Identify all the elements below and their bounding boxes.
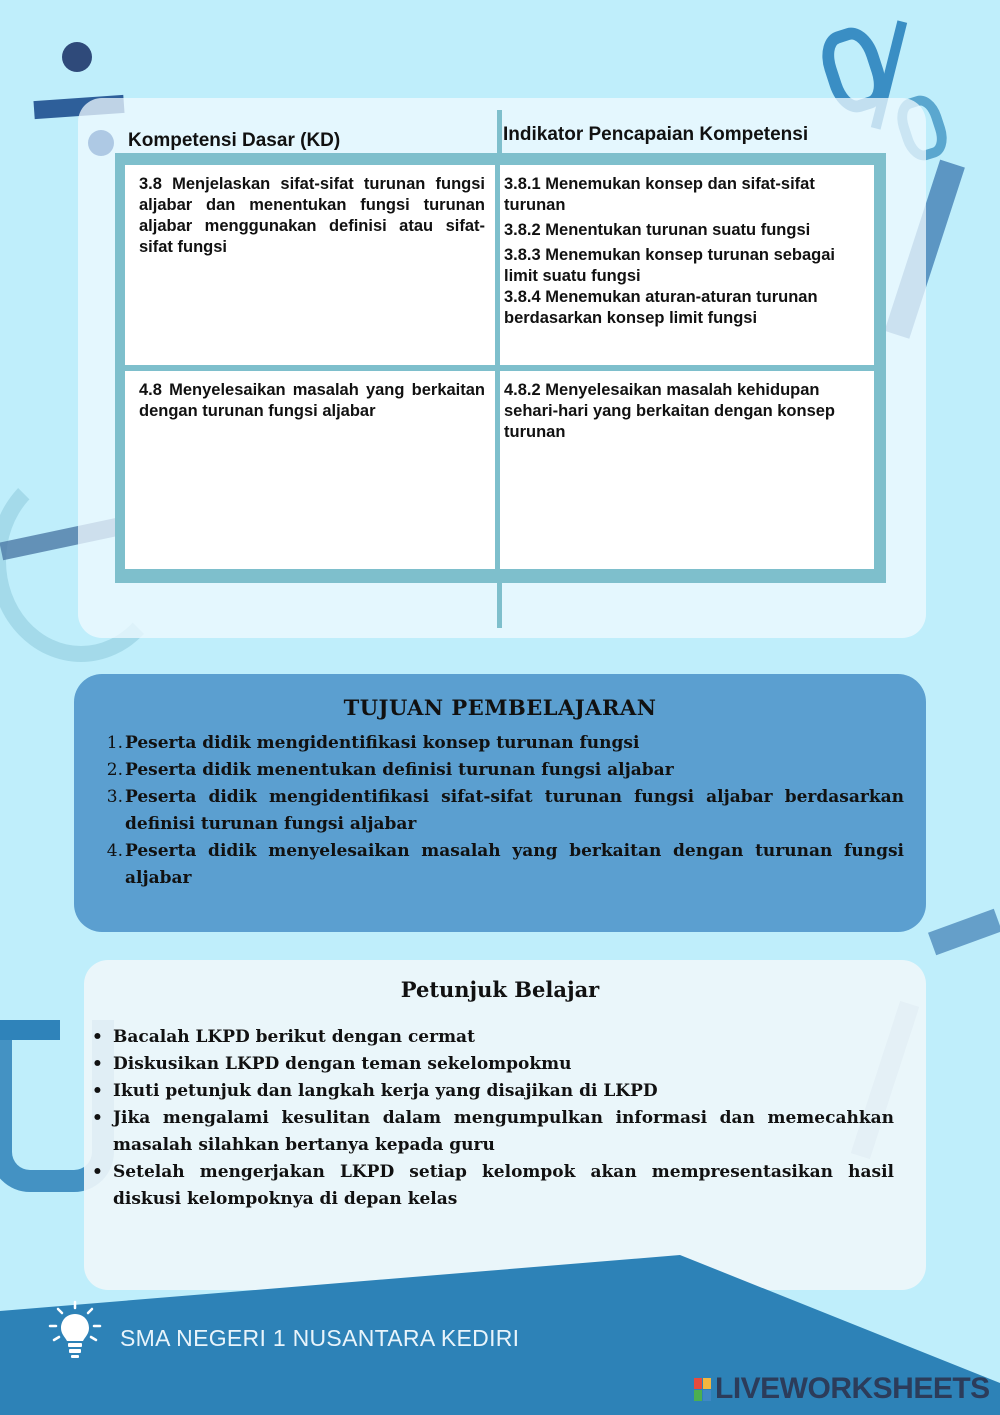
indicator-item: 3.8.1 Menemukan konsep dan sifat-sifat turunan bbox=[504, 175, 815, 214]
list-item: 1. Peserta didik mengidentifikasi konsep turunan fungsi bbox=[106, 733, 640, 753]
list-item: 2. Peserta didik menentukan definisi turunan fungsi aljabar bbox=[106, 760, 674, 780]
kd-text: 4.8 Menyelesaikan masalah yang berkaitan dengan turunan fungsi aljabar bbox=[139, 381, 485, 420]
bullet-icon: • bbox=[92, 1162, 103, 1182]
indicator-item: 4.8.2 Menyelesaikan masalah kehidupan sehari-hari yang berkaitan dengan konsep turunan bbox=[504, 381, 836, 441]
bullet-icon: • bbox=[92, 1054, 103, 1074]
lightbulb-icon bbox=[48, 1300, 102, 1362]
indicator-cell-4-8 bbox=[500, 371, 874, 569]
learning-objectives-title: TUJUAN PEMBELAJARAN bbox=[343, 695, 657, 720]
study-guide-list bbox=[92, 1024, 894, 1213]
kd-cell-3-8 bbox=[125, 165, 495, 365]
list-item: • Jika mengalami kesulitan dalam mengumpulkan informasi dan memecahkan masalah silahkan bertanya kepada guru bbox=[92, 1105, 894, 1159]
bullet-icon: • bbox=[92, 1027, 103, 1047]
liveworksheets-logo-icon bbox=[694, 1378, 711, 1401]
header-kompetensi-dasar: Kompetensi Dasar (KD) bbox=[128, 130, 341, 151]
header-indikator: Indikator Pencapaian Kompetensi bbox=[503, 124, 809, 145]
list-item: • Ikuti petunjuk dan langkah kerja yang disajikan di LKPD bbox=[92, 1078, 894, 1105]
liveworksheets-watermark[interactable] bbox=[694, 1372, 990, 1406]
decorative-dot bbox=[62, 42, 92, 72]
indicator-item: 3.8.2 Menentukan turunan suatu fungsi bbox=[504, 221, 811, 239]
list-item: • Setelah mengerjakan LKPD setiap kelompok akan mempresentasikan hasil diskusi kelompoknya di depan kelas bbox=[92, 1159, 894, 1213]
indicator-item: 3.8.4 Menemukan aturan-aturan turunan berdasarkan konsep limit fungsi bbox=[504, 288, 818, 327]
list-item: 3. Peserta didik mengidentifikasi sifat-sifat turunan fungsi aljabar berdasarkan definisi turunan fungsi aljabar bbox=[106, 787, 904, 834]
kd-cell-4-8 bbox=[125, 371, 495, 569]
kd-text: 3.8 Menjelaskan sifat-sifat turunan fungsi aljabar dan menentukan fungsi turunan aljabar menggunakan definisi atau sifat-sifat fungsi bbox=[139, 175, 485, 256]
list-item: • Bacalah LKPD berikut dengan cermat bbox=[92, 1024, 894, 1051]
liveworksheets-text: LIVEWORKSHEETS bbox=[715, 1372, 990, 1405]
decorative-stroke-right bbox=[928, 909, 1000, 955]
bullet-icon: • bbox=[92, 1081, 103, 1101]
list-item: 4. Peserta didik menyelesaikan masalah yang berkaitan dengan turunan fungsi aljabar bbox=[106, 841, 904, 888]
list-item: • Diskusikan LKPD dengan teman sekelompokmu bbox=[92, 1051, 894, 1078]
learning-objectives-list bbox=[100, 730, 904, 892]
bullet-icon: • bbox=[92, 1108, 103, 1128]
decorative-dot-light bbox=[88, 130, 114, 156]
indicator-item: 3.8.3 Menemukan konsep turunan sebagai limit suatu fungsi bbox=[504, 246, 836, 285]
study-guide-title: Petunjuk Belajar bbox=[400, 977, 600, 1002]
school-name: SMA NEGERI 1 NUSANTARA KEDIRI bbox=[120, 1325, 520, 1351]
indicator-cell-3-8 bbox=[500, 165, 874, 365]
